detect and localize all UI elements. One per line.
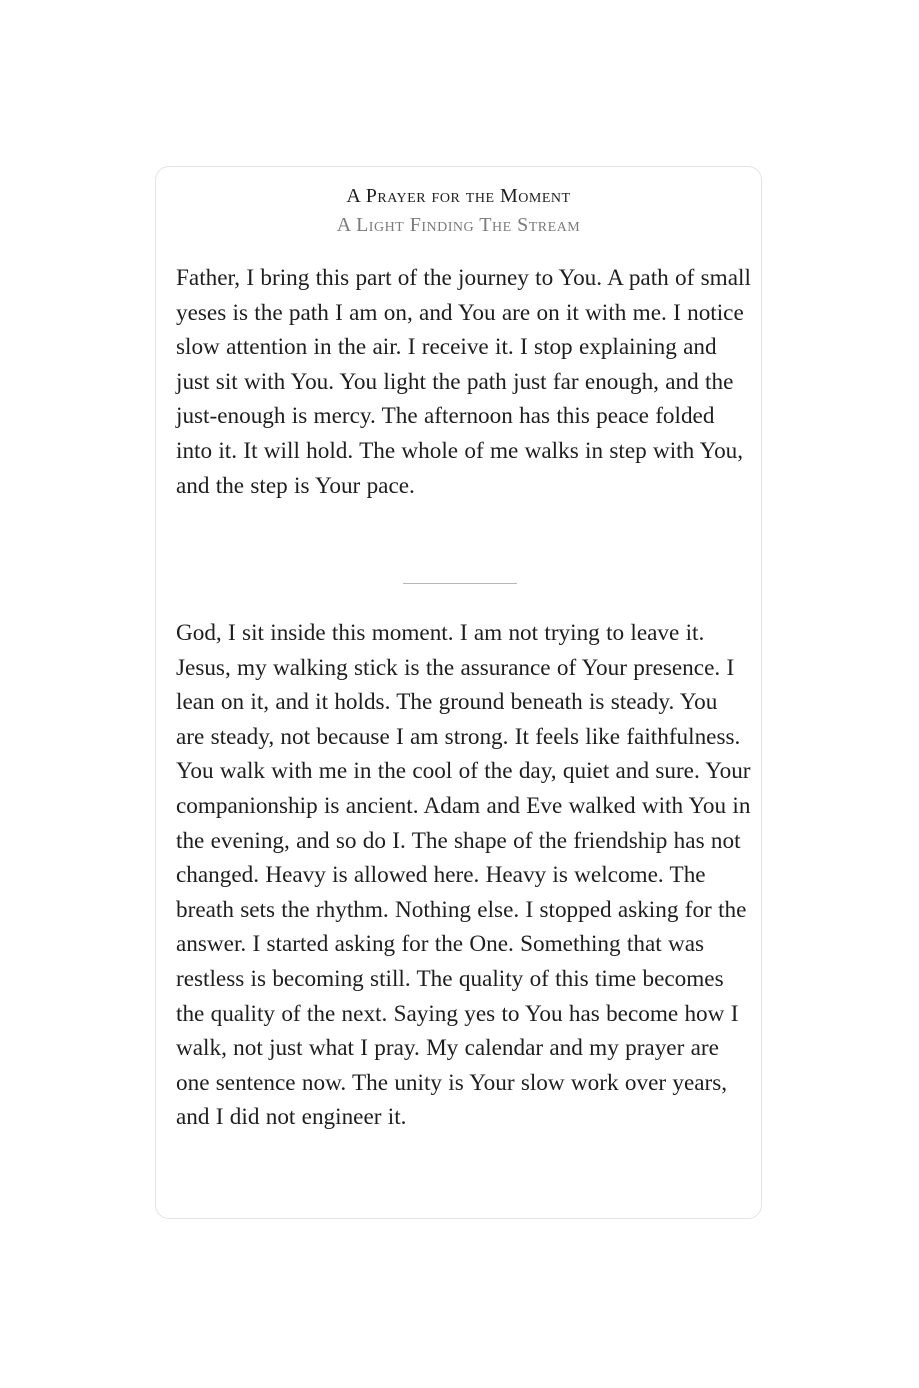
prayer-subtitle: A Light Finding The Stream — [336, 214, 581, 236]
prayer-paragraph-2: God, I sit inside this moment. I am not trying to leave it. Jesus, my walking stick is the assurance of Your presence. I lean on it, and it holds. The ground beneath is steady. You are steady, not because I am strong. It feels like faithfulness. You walk with me in the cool of the day, quiet and sure. Your companionship is ancient. Adam and Eve walked with You in the evening, and so do I. The shape of the friendship has not changed. Heavy is allowed here. Heavy is welcome. The breath sets the rhythm. Nothing else. I stopped asking for the answer. I started asking for the One. Something that was restless is becoming still. The quality of this time becomes the quality of the next. Saying yes to You has become how I walk, not just what I pray. My calendar and my prayer are one sentence now. The unity is Your slow work over years, and I did not engineer it. — [176, 620, 751, 1131]
section-divider — [403, 583, 517, 584]
prayer-title: A Prayer for the Moment — [346, 185, 571, 207]
prayer-paragraph-1: Father, I bring this part of the journey to You. A path of small yeses is the path I am on, and You are on it with me. I notice slow attention in the air. I receive it. I stop explaining and just sit with You. You light the path just far enough, and the just-enough is mercy. The afternoon has this peace folded into it. It will hold. The whole of me walks in step with You, and the step is Your pace. — [176, 265, 751, 499]
prayer-card — [155, 166, 762, 1219]
